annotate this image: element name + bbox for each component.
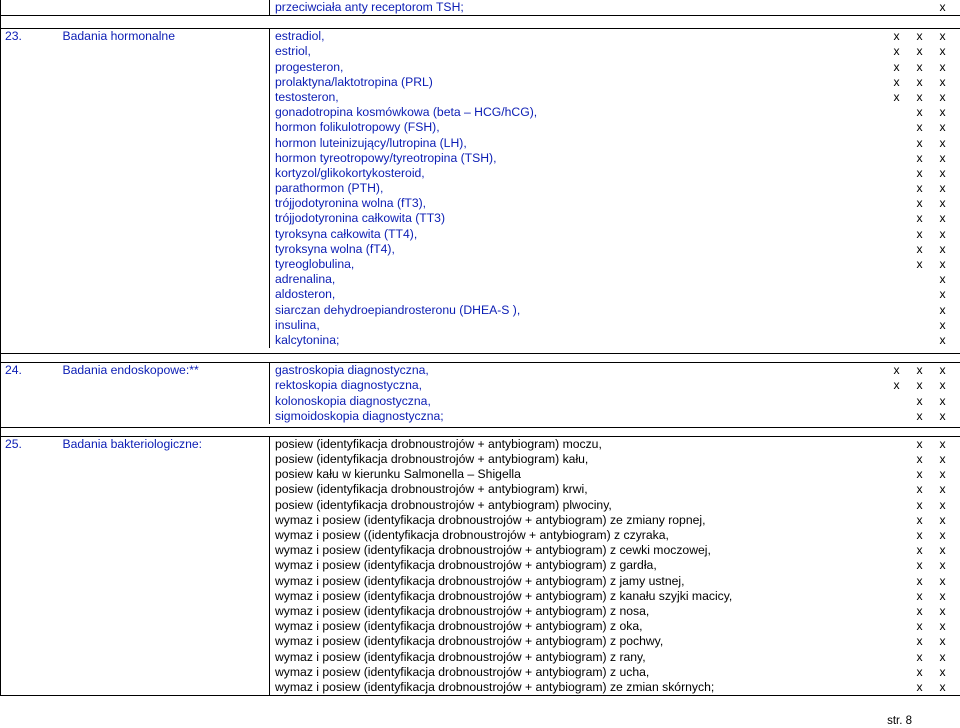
mark: x [939,287,946,302]
item-label: wymaz i posiew (identyfikacja drobnoustrojów + antybiogram) z rany, [275,649,646,664]
mark: x [916,393,923,408]
mark: x [916,59,923,74]
item-marks [878,452,960,467]
mark: x [916,482,923,497]
section-title: Badania bakteriologiczne: [62,436,203,451]
mark: x [916,150,923,165]
list-item [275,437,960,452]
item-marks [878,44,960,59]
item-marks [878,378,960,393]
mark: x [916,436,923,451]
mark: x [939,59,946,74]
item-marks [878,665,960,680]
item-marks [878,558,960,573]
mark: x [939,211,946,226]
mark: x [939,393,946,408]
list-item [275,272,960,287]
list-item [275,60,960,75]
list-item [275,619,960,634]
mark: x [916,120,923,135]
item-label: kalcytonina; [275,332,340,347]
item-label: progesteron, [275,59,344,74]
mark: x [939,363,946,378]
item-label: wymaz i posiew (identyfikacja drobnoustrojów + antybiogram) ze zmian skórnych; [275,679,715,694]
list-item [275,333,960,348]
list-item [275,166,960,181]
mark: x [893,378,900,393]
item-marks [878,75,960,90]
mark: x [916,497,923,512]
list-item [275,29,960,44]
item-marks [878,589,960,604]
mark: x [893,363,900,378]
mark: x [916,44,923,59]
item-label: wymaz i posiew (identyfikacja drobnoustrojów + antybiogram) z jamy ustnej, [275,573,685,588]
mark: x [916,378,923,393]
item-marks [878,363,960,378]
item-label: aldosteron, [275,287,336,302]
item-marks [878,543,960,558]
mark: x [916,649,923,664]
item-label: testosteron, [275,89,339,104]
item-marks [878,303,960,318]
item-label: estradiol, [275,29,325,44]
mark: x [939,588,946,603]
item-marks [878,105,960,120]
section-number: 25. [5,436,22,451]
list-item [275,589,960,604]
item-marks [878,604,960,619]
item-marks [878,90,960,105]
item-label: tyreoglobulina, [275,257,355,271]
mark: x [939,44,946,59]
mark: x [916,165,923,180]
item-marks [878,619,960,634]
item-marks [878,151,960,166]
item-marks [878,437,960,452]
list-item [275,513,960,528]
list-item [275,634,960,649]
item-marks [878,650,960,665]
item-label: posiew kału w kierunku Salmonella – Shigella [275,467,521,482]
item-label: posiew (identyfikacja drobnoustrojów + antybiogram) plwociny, [275,497,612,512]
item-marks [878,120,960,135]
mark: x [893,74,900,89]
list-item [275,136,960,151]
item-marks [878,318,960,333]
list-item [275,303,960,318]
mark: x [916,226,923,241]
item-label: kolonoskopia diagnostyczna, [275,393,431,408]
mark: x [916,408,923,423]
mark: x [916,558,923,573]
list-item [275,482,960,497]
item-marks [878,287,960,302]
mark: x [916,29,923,44]
mark: x [916,512,923,527]
mark: x [939,378,946,393]
list-item [275,665,960,680]
mark: x [939,497,946,512]
list-item [275,680,960,695]
mark: x [916,135,923,150]
item-label: wymaz i posiew (identyfikacja drobnoustrojów + antybiogram) ze zmiany ropnej, [275,512,706,527]
section-number: 23. [5,29,22,44]
mark: x [939,89,946,104]
item-label: siarczan dehydroepiandrosteronu (DHEA-S ), [275,302,521,317]
item-marks [878,498,960,513]
mark: x [939,29,946,44]
list-item [275,452,960,467]
item-label: trójjodotyronina wolna (fT3), [275,196,427,211]
list-item [275,257,960,272]
list-item [275,44,960,59]
list-item [275,242,960,257]
mark: x [916,467,923,482]
item-label: trójjodotyronina całkowita (TT3) [275,211,446,226]
mark: x [939,573,946,588]
list-item [275,181,960,196]
mark: x [916,89,923,104]
item-marks [878,29,960,44]
item-label: wymaz i posiew (identyfikacja drobnoustrojów + antybiogram) z oka, [275,619,643,634]
mark: x [939,74,946,89]
page-number: str. 8 [887,715,912,727]
item-label: hormon tyreotropowy/tyreotropina (TSH), [275,150,497,165]
item-marks [878,211,960,226]
item-label: tyroksyna wolna (fT4), [275,241,395,256]
mark: x [939,196,946,211]
mark: x [916,679,923,694]
mark: x [939,679,946,694]
item-marks [878,333,960,348]
mark: x [939,452,946,467]
mark: x [939,603,946,618]
item-label: hormon luteinizujący/lutropina (LH), [275,135,467,150]
mark: x [916,573,923,588]
list-item [275,574,960,589]
list-item [275,318,960,333]
list-item [275,528,960,543]
mark: x [916,257,923,271]
mark: x [893,89,900,104]
list-item [275,75,960,90]
mark: x [939,558,946,573]
item-marks [878,136,960,151]
mark: x [939,664,946,679]
mark: x [939,302,946,317]
item-marks [878,257,960,272]
mark: x [893,59,900,74]
mark: x [916,619,923,634]
item-marks [878,467,960,482]
list-item [275,151,960,166]
list-item [275,105,960,120]
mark: x [916,74,923,89]
item-label: insulina, [275,317,320,332]
item-label: tyroksyna całkowita (TT4), [275,226,418,241]
mark: x [939,272,946,287]
list-item [275,604,960,619]
item-marks [878,409,960,424]
item-label: gastroskopia diagnostyczna, [275,363,429,378]
mark: x [939,150,946,165]
mark: x [916,363,923,378]
mark: x [939,257,946,271]
item-marks [878,680,960,695]
section-number: 24. [5,363,22,378]
item-label: przeciwciała anty receptorom TSH; [275,0,464,14]
item-list [270,437,960,695]
mark: x [939,332,946,347]
list-item [275,90,960,105]
item-marks [878,60,960,75]
mark: x [939,120,946,135]
mark: x [939,0,946,14]
item-marks [878,574,960,589]
mark: x [939,181,946,196]
list-item [275,543,960,558]
list-item [275,394,960,409]
mark: x [939,482,946,497]
item-marks [878,272,960,287]
item-label: prolaktyna/laktotropina (PRL) [275,74,433,89]
item-marks [878,482,960,497]
item-marks [878,394,960,409]
mark: x [916,196,923,211]
item-marks [878,242,960,257]
item-label: parathormon (PTH), [275,181,384,196]
list-item [275,650,960,665]
list-item [275,120,960,135]
item-label: wymaz i posiew (identyfikacja drobnoustrojów + antybiogram) z ucha, [275,664,650,679]
mark: x [893,44,900,59]
item-marks [878,166,960,181]
list-item [275,211,960,226]
list-item [275,287,960,302]
mark: x [916,211,923,226]
mark: x [939,467,946,482]
list-item [275,227,960,242]
item-label: wymaz i posiew ((identyfikacja drobnoustrojów + antybiogram) z czyraka, [275,528,669,542]
mark: x [916,664,923,679]
item-label: posiew (identyfikacja drobnoustrojów + antybiogram) krwi, [275,482,588,497]
item-marks [878,181,960,196]
list-item [275,196,960,211]
mark: x [939,408,946,423]
item-label: kortyzol/glikokortykosteroid, [275,165,425,180]
mark: x [916,543,923,558]
mark: x [916,528,923,542]
mark: x [916,452,923,467]
mark: x [916,603,923,618]
section-title: Badania hormonalne [62,29,175,44]
mark: x [939,226,946,241]
mark: x [939,512,946,527]
item-marks [878,0,960,15]
item-label: adrenalina, [275,272,336,287]
mark: x [939,528,946,542]
mark: x [916,241,923,256]
list-item [275,558,960,573]
item-marks [878,528,960,543]
item-list [270,29,960,348]
mark: x [893,29,900,44]
item-label: posiew (identyfikacja drobnoustrojów + antybiogram) kału, [275,452,589,467]
item-label: wymaz i posiew (identyfikacja drobnoustrojów + antybiogram) z nosa, [275,603,650,618]
list-item [275,363,960,378]
section-title: Badania endoskopowe:** [62,363,199,378]
mark: x [939,436,946,451]
item-label: posiew (identyfikacja drobnoustrojów + antybiogram) moczu, [275,436,602,451]
mark: x [939,135,946,150]
item-marks [878,196,960,211]
mark: x [939,317,946,332]
mark: x [939,165,946,180]
list-item [275,409,960,424]
mark: x [939,649,946,664]
mark: x [939,105,946,120]
list-item [275,467,960,482]
mark: x [939,619,946,634]
mark: x [916,588,923,603]
top-row [1,0,960,16]
item-label: wymaz i posiew (identyfikacja drobnoustrojów + antybiogram) z cewki moczowej, [275,543,711,558]
item-label: hormon folikulotropowy (FSH), [275,120,440,135]
item-label: wymaz i posiew (identyfikacja drobnoustrojów + antybiogram) z pochwy, [275,634,664,649]
list-item [275,498,960,513]
mark: x [916,105,923,120]
item-label: estriol, [275,44,311,59]
section-endoscopic [1,363,960,424]
mark: x [939,241,946,256]
item-label: rektoskopia diagnostyczna, [275,378,423,393]
item-label: gonadotropina kosmówkowa (beta – HCG/hCG), [275,105,538,120]
section-bacteriological [1,436,960,695]
item-label: wymaz i posiew (identyfikacja drobnoustrojów + antybiogram) z gardła, [275,558,657,573]
item-list [270,363,960,424]
list-item [275,378,960,393]
mark: x [939,634,946,649]
item-label: sigmoidoskopia diagnostyczna; [275,408,444,423]
list-item [275,0,960,15]
item-marks [878,513,960,528]
mark: x [916,634,923,649]
item-label: wymaz i posiew (identyfikacja drobnoustrojów + antybiogram) z kanału szyjki macicy, [275,588,733,603]
section-hormonal [1,29,960,348]
item-marks [878,227,960,242]
mark: x [939,543,946,558]
mark: x [916,181,923,196]
item-marks [878,634,960,649]
